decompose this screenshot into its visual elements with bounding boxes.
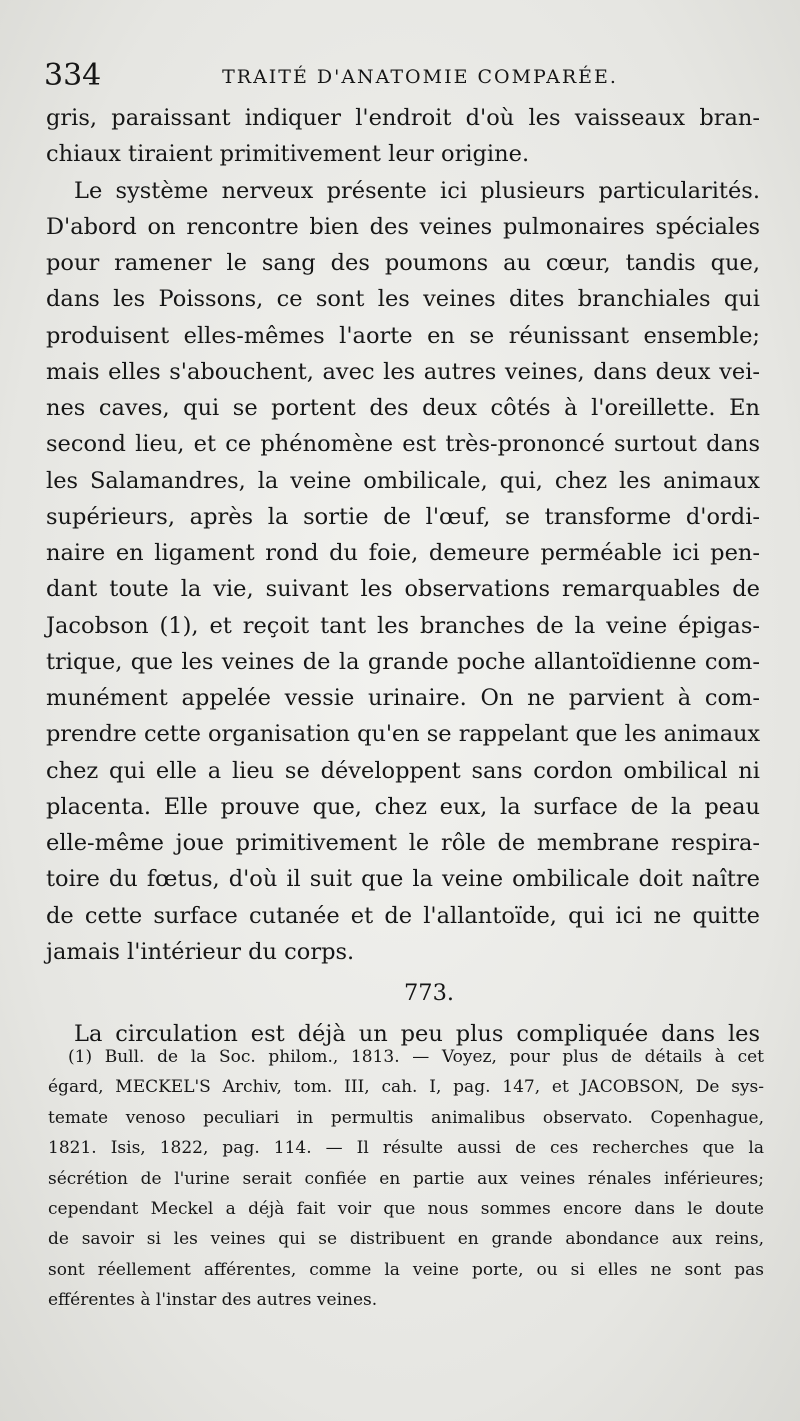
text-line: mais elles s'abouchent, avec les autres veines, dans deux vei-: [46, 358, 760, 385]
text-line: jamais l'intérieur du corps.: [46, 938, 355, 965]
text-line: chez qui elle a lieu se développent sans cordon ombilical ni: [46, 757, 760, 784]
text-line: prendre cette organisation qu'en se rappelant que les animaux: [46, 721, 760, 748]
text-line: les Salamandres, la veine ombilicale, qui, chez les animaux: [46, 467, 760, 494]
footnote-line: cependant Meckel a déjà fait voir que nous sommes encore dans le doute: [48, 1198, 764, 1219]
text-line: produisent elles-mêmes l'aorte en se réunissant ensemble;: [46, 322, 760, 349]
footnote-line: temate venoso peculiari in permultis animalibus observato. Copenhague,: [48, 1107, 764, 1128]
text-line: supérieurs, après la sortie de l'œuf, se transforme d'ordi-: [46, 503, 760, 530]
text-line: placenta. Elle prouve que, chez eux, la surface de la peau: [46, 793, 760, 820]
text-line: pour ramener le sang des poumons au cœur, tandis que,: [46, 250, 760, 276]
text-line: elle-même joue primitivement le rôle de membrane respira-: [46, 830, 760, 856]
footnote-line: efférentes à l'instar des autres veines.: [48, 1290, 378, 1311]
footnote-line: 1821. Isis, 1822, pag. 114. — Il résulte aussi de ces recherches que la: [48, 1138, 764, 1159]
text-line: toire du fœtus, d'où il suit que la veine ombilicale doit naître: [46, 866, 760, 893]
footnote: [48, 1042, 764, 1316]
footnote-line: de savoir si les veines qui se distribuent en grande abondance aux reins,: [48, 1229, 764, 1250]
page-number: 334: [44, 58, 102, 93]
text-line: munément appelée vessie urinaire. On ne parvient à com-: [46, 685, 760, 711]
text-line: nes caves, qui se portent des deux côtés à l'oreillette. En: [46, 395, 760, 421]
text-line: de cette surface cutanée et de l'allantoïde, qui ici ne quitte: [46, 902, 760, 929]
text-line: Jacobson (1), et reçoit tant les branches de la veine épigas-: [46, 612, 760, 639]
text-line: second lieu, et ce phénomène est très-prononcé surtout dans: [46, 431, 760, 458]
footnote-line: sécrétion de l'urine serait confiée en partie aux veines rénales inférieures;: [48, 1168, 764, 1189]
text-line: dans les Poissons, ce sont les veines dites branchiales qui: [46, 286, 760, 313]
page-header: [44, 56, 756, 96]
text-line: chiaux tiraient primitivement leur origine.: [46, 141, 530, 168]
text-line: gris, paraissant indiquer l'endroit d'où les vaisseaux bran-: [46, 105, 760, 131]
footnote-line: égard, MECKEL'S Archiv, tom. III, cah. I, pag. 147, et JACOBSON, De sys-: [48, 1077, 764, 1098]
footnote-line: (1) Bull. de la Soc. philom., 1813. — Voyez, pour plus de détails à cet: [68, 1047, 764, 1067]
text-line: trique, que les veines de la grande poche allantoïdienne com-: [46, 648, 760, 675]
text-line: naire en ligament rond du foie, demeure perméable ici pen-: [46, 540, 760, 566]
paragraph-first-line: La circulation est déjà un peu plus compliquée dans les: [74, 1021, 760, 1047]
text-line: D'abord on rencontre bien des veines pulmonaires spéciales: [46, 213, 760, 240]
paragraph-first-line: Le système nerveux présente ici plusieurs particularités.: [74, 177, 760, 204]
text-line: dant toute la vie, suivant les observations remarquables de: [46, 576, 760, 603]
body-text: [46, 100, 760, 1052]
section-number: 773.: [403, 980, 455, 1006]
running-title: TRAITÉ D'ANATOMIE COMPARÉE.: [222, 66, 618, 88]
footnote-line: sont réellement afférentes, comme la veine porte, ou si elles ne sont pas: [48, 1259, 764, 1280]
